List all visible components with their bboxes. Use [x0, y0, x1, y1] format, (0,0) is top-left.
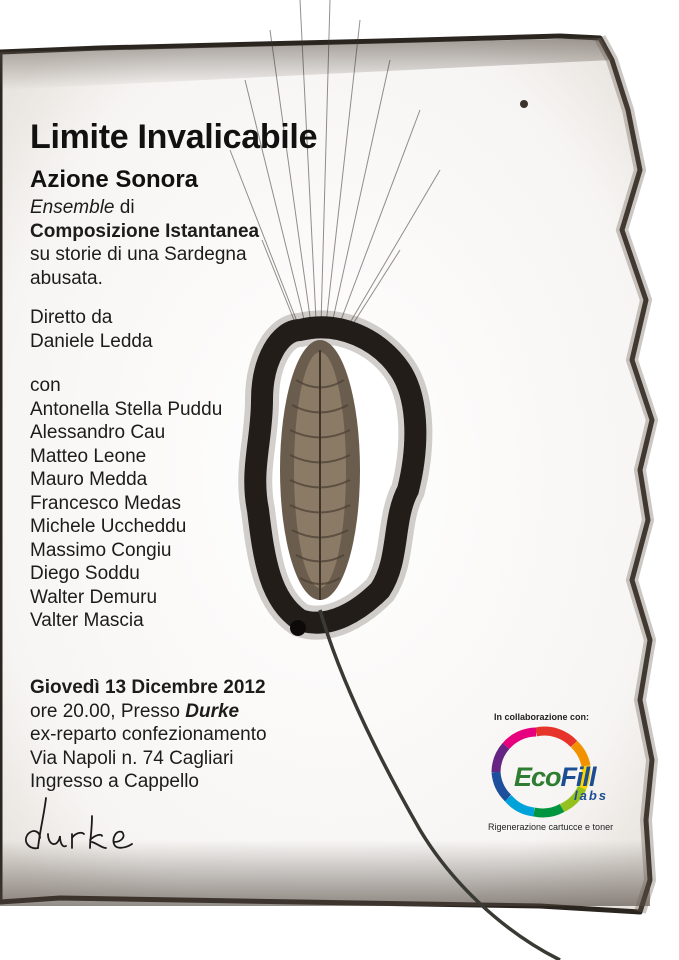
ecofill-logo [478, 726, 628, 818]
event-block [30, 676, 267, 794]
ensemble-word: Ensemble [30, 197, 115, 218]
cast-member: Walter Demuru [30, 586, 158, 608]
intro-block [30, 196, 259, 290]
sponsor-block [478, 712, 628, 832]
ecofill-eco: Eco [514, 762, 561, 792]
durke-logo [18, 790, 148, 860]
group-name: Composizione Istantanea [30, 220, 260, 242]
event-venue-detail: ex-reparto confezionamento [30, 724, 267, 745]
cast-member: Massimo Congiu [30, 539, 172, 561]
di-word: di [114, 197, 135, 218]
director-name: Daniele Ledda [30, 330, 153, 352]
ecofill-labs: labs [574, 788, 609, 803]
poster-subtitle: Azione Sonora [30, 166, 199, 193]
event-entry: Ingresso a Cappello [30, 771, 199, 792]
cast-label: con [30, 375, 61, 396]
direction-label: Diretto da [30, 307, 113, 328]
wheat-ear [280, 340, 360, 600]
poster-title: Limite Invalicabile [30, 118, 318, 156]
cast-member: Mauro Medda [30, 469, 148, 490]
cast-member: Alessandro Cau [30, 422, 166, 443]
intro-line-3: su storie di una Sardegna [30, 244, 247, 265]
cast-member: Antonella Stella Puddu [30, 398, 223, 420]
cast-member: Matteo Leone [30, 445, 147, 467]
event-time-line [30, 700, 267, 724]
event-time: ore 20.00, Presso [30, 700, 186, 722]
sponsor-tagline: Rigenerazione cartucce e toner [488, 822, 614, 832]
event-address: Via Napoli n. 74 Cagliari [30, 747, 234, 769]
direction-block [30, 306, 153, 353]
ecofill-fill: Fill [560, 762, 596, 792]
event-date: Giovedì 13 Dicembre 2012 [30, 677, 266, 698]
event-venue: Durke [185, 700, 240, 722]
cast-member: Francesco Medas [30, 492, 182, 514]
cast-member: Michele Uccheddu [30, 516, 187, 537]
burn-spot [520, 100, 528, 108]
sponsor-label: In collaborazione con: [494, 712, 590, 722]
intro-line-4: abusata. [30, 267, 103, 289]
cast-member: Diego Soddu [30, 563, 140, 584]
burn-spot-stem [290, 620, 306, 636]
cast-member: Valter Mascia [30, 610, 144, 631]
intro-line-1 [30, 196, 259, 220]
cast-block [30, 374, 222, 633]
